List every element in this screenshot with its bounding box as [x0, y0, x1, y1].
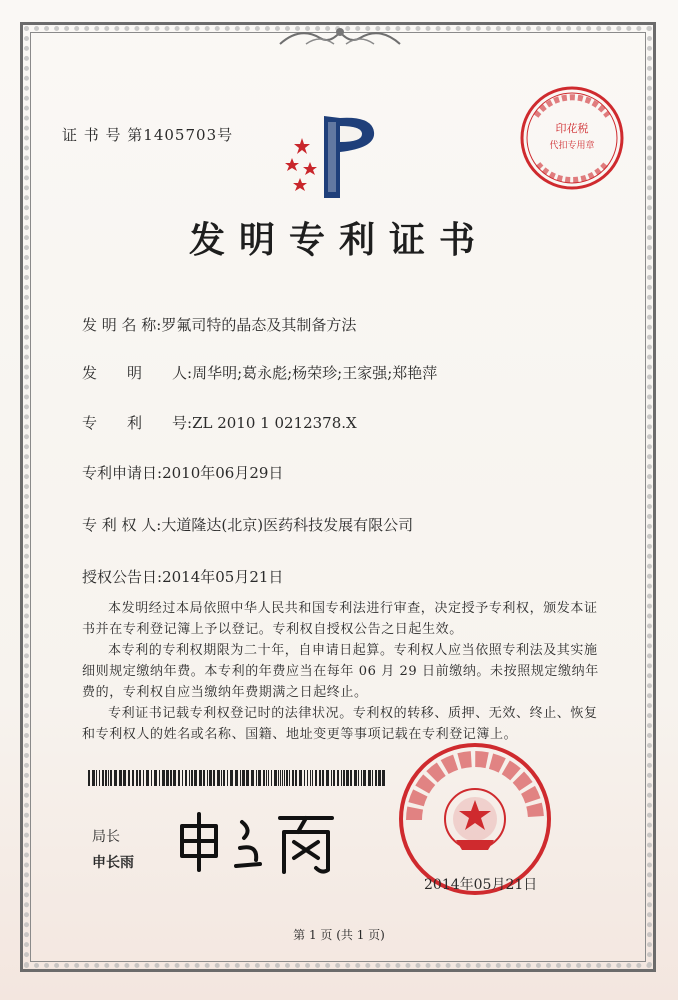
application-date-label: 专利申请日: — [82, 464, 163, 482]
inventors-label: 发 明 人: — [82, 364, 193, 382]
application-date-row — [82, 462, 283, 483]
patent-number-row — [82, 412, 357, 433]
grant-date-value: 2014年05月21日 — [162, 568, 284, 586]
patent-number-label: 专 利 号: — [82, 414, 193, 432]
body-paragraph-1: 本发明经过本局依照中华人民共和国专利法进行审查，决定授予专利权，颁发本证书并在专利登记簿上予以登记。专利权自授权公告之日起生效。 — [82, 601, 598, 637]
seal-date: 2014年05月21日 — [424, 877, 538, 893]
page-number: 第 1 页 (共 1 页) — [293, 928, 385, 942]
director-signature — [172, 808, 362, 880]
svg-text:代扣专用章: 代扣专用章 — [549, 141, 595, 151]
svg-text:印花税: 印花税 — [555, 122, 589, 135]
invention-name-value: 罗氟司特的晶态及其制备方法 — [161, 316, 357, 334]
body-paragraph-2: 本专利的专利权期限为二十年，自申请日起算。专利权人应当依照专利法及其实施细则规定缴纳年费。本专利的年费应当在每年 06 月 29 日前缴纳。未按照规定缴纳年费的，专利权自应当缴纳年费期满之日起终止。 — [82, 643, 599, 700]
certificate-number: 证 书 号 第1405703号 — [62, 126, 234, 144]
invention-name-row — [82, 314, 356, 335]
certificate-title: 发明专利证书 — [188, 220, 489, 261]
barcode — [88, 770, 388, 786]
cnipa-logo-icon — [280, 112, 390, 208]
director-name: 申长雨 — [92, 855, 134, 871]
director-title: 局长 — [92, 829, 120, 845]
patentee-value: 大道隆达(北京)医药科技发展有限公司 — [161, 516, 414, 534]
patentee-row — [82, 514, 413, 535]
patentee-label: 专 利 权 人: — [82, 516, 162, 534]
patent-number-value: ZL 2010 1 0212378.X — [192, 414, 357, 432]
invention-name-label: 发 明 名 称: — [82, 316, 162, 334]
body-paragraph-3: 专利证书记载专利权登记时的法律状况。专利权的转移、质押、无效、终止、恢复和专利权人的姓名或名称、国籍、地址变更等事项记载在专利登记簿上。 — [82, 706, 598, 742]
grant-date-label: 授权公告日: — [82, 568, 163, 586]
application-date-value: 2010年06月29日 — [162, 464, 284, 482]
inventors-value: 周华明;葛永彪;杨荣珍;王家强;郑艳萍 — [192, 364, 438, 382]
tax-stamp-seal — [516, 82, 628, 194]
grant-date-row — [82, 566, 283, 587]
top-ornament-icon — [270, 24, 410, 50]
inventors-row — [82, 362, 437, 383]
certificate-body — [82, 598, 602, 745]
